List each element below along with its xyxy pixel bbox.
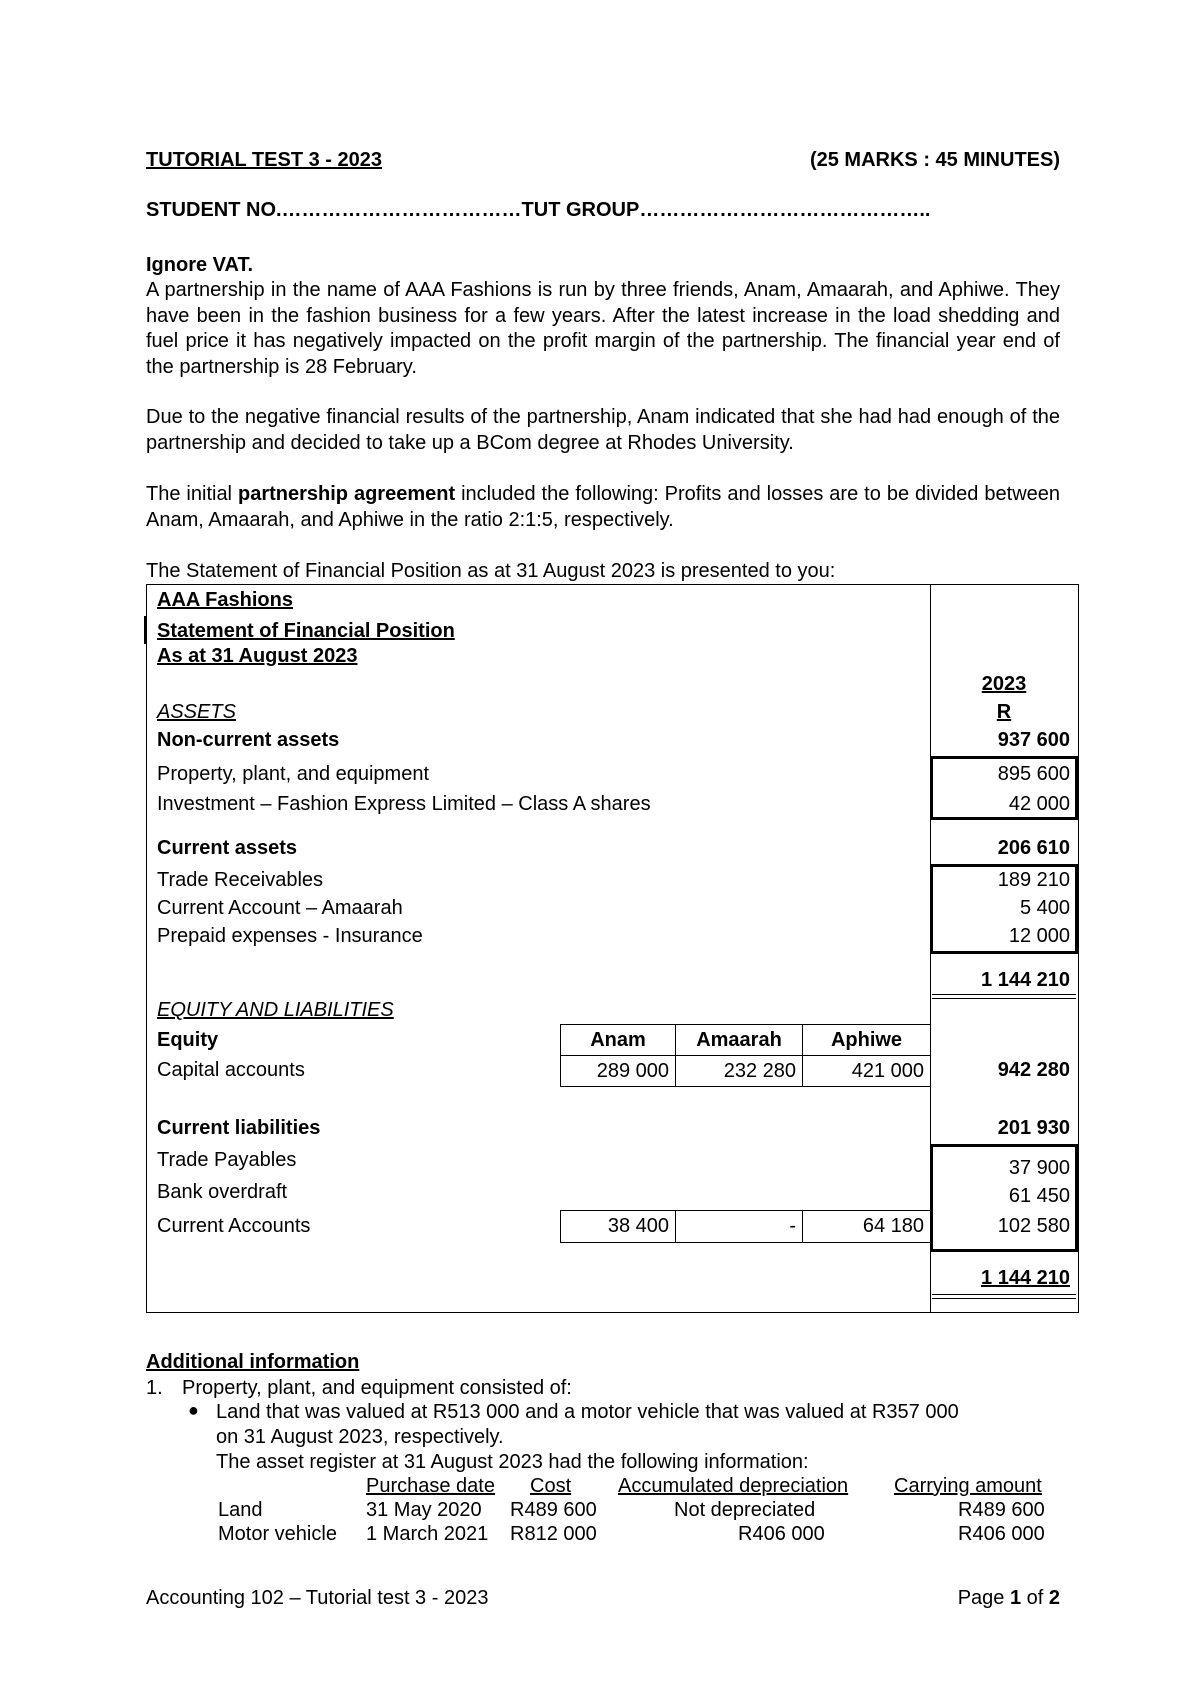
capital-aphiwe: 421 000 <box>802 1055 931 1087</box>
register-row-land-cost: R489 600 <box>510 1499 597 1521</box>
para3-end: included the following: Profits and losses are to be divided between Anam, Amaarah, and Aphiwe in the ratio 2:1:5, respectively. <box>146 483 1061 531</box>
capital-amaarah: 232 280 <box>675 1055 803 1087</box>
assets-heading: ASSETS <box>157 701 236 723</box>
cl-total: 201 930 <box>997 1117 1070 1139</box>
current-account-amaarah: - <box>675 1210 803 1243</box>
total-assets: 1 144 210 <box>981 969 1070 991</box>
item-1-number: 1. <box>146 1377 163 1399</box>
capital-anam: 289 000 <box>560 1055 676 1087</box>
footer-page-current: 1 <box>1009 1587 1022 1609</box>
current-accounts-total: 102 580 <box>997 1215 1070 1237</box>
bank-overdraft-label: Bank overdraft <box>157 1181 288 1203</box>
current-account-aphiwe: 64 180 <box>802 1210 931 1243</box>
bullet-line-1: Land that was valued at R513 000 and a motor vehicle that was valued at R357 000 <box>216 1401 959 1423</box>
partner-header-amaarah: Amaarah <box>675 1024 803 1056</box>
ppe-value: 895 600 <box>997 763 1070 785</box>
sfp-title: Statement of Financial Position <box>157 620 455 642</box>
additional-info-heading: Additional information <box>146 1351 360 1373</box>
currency-header: R <box>996 701 1012 723</box>
total-eq-double-underline <box>932 1294 1076 1299</box>
footer-page-total: 2 <box>1048 1587 1060 1609</box>
ppe-label: Property, plant, and equipment <box>157 763 430 785</box>
bullet-line-2: on 31 August 2023, respectively. <box>216 1426 504 1448</box>
trade-receivables-value: 189 210 <box>997 869 1070 891</box>
investment-label: Investment – Fashion Express Limited – Class A shares <box>157 793 651 815</box>
register-row-mv-date: 1 March 2021 <box>366 1523 489 1545</box>
ca-total: 206 610 <box>997 837 1070 859</box>
trade-payables-value: 37 900 <box>1008 1157 1070 1179</box>
current-account-anam: 38 400 <box>560 1210 676 1243</box>
footer-page-word: Page <box>957 1587 1010 1609</box>
register-header-cost: Cost <box>530 1475 572 1497</box>
trade-receivables-label: Trade Receivables <box>157 869 324 891</box>
current-account-amaarah-value: 5 400 <box>1019 897 1070 919</box>
ca-label: Current assets <box>157 837 298 859</box>
register-header-accum-dep: Accumulated depreciation <box>618 1475 849 1497</box>
prepaid-value: 12 000 <box>1008 925 1070 947</box>
intro-paragraph-3 <box>146 482 1060 533</box>
equity-label: Equity <box>157 1029 219 1051</box>
intro-paragraph-4: The Statement of Financial Position as at 31 August 2023 is presented to you: <box>146 560 836 582</box>
cl-label: Current liabilities <box>157 1117 321 1139</box>
total-assets-double-underline <box>932 994 1076 999</box>
register-row-mv-name: Motor vehicle <box>218 1523 337 1545</box>
footer-course: Accounting 102 – Tutorial test 3 - 2023 <box>146 1587 489 1609</box>
total-equity-liabilities: 1 144 210 <box>981 1267 1070 1289</box>
register-row-land-accum: Not depreciated <box>674 1499 816 1521</box>
capital-total: 942 280 <box>997 1059 1070 1081</box>
register-row-mv-carrying: R406 000 <box>958 1523 1045 1545</box>
register-row-land-date: 31 May 2020 <box>366 1499 482 1521</box>
register-intro: The asset register at 31 August 2023 had the following information: <box>216 1451 809 1473</box>
item-1-text: Property, plant, and equipment consisted of: <box>182 1377 572 1399</box>
partner-header-anam: Anam <box>560 1024 676 1056</box>
nca-label: Non-current assets <box>157 729 340 751</box>
trade-payables-label: Trade Payables <box>157 1149 297 1171</box>
prepaid-label: Prepaid expenses - Insurance <box>157 925 423 947</box>
bank-overdraft-value: 61 450 <box>1008 1185 1070 1207</box>
intro-paragraph-1: A partnership in the name of AAA Fashions is run by three friends, Anam, Amaarah, and Aphiwe. They have been in the fashion business for a few years. After the latest increase in the load shedding and fuel price it has negatively impacted on the profit margin of the partnership. The financial year end of the partnership is 28 February. <box>146 279 1060 378</box>
equity-liabilities-heading: EQUITY AND LIABILITIES <box>157 999 394 1021</box>
test-title: TUTORIAL TEST 3 - 2023 <box>146 149 382 171</box>
footer-page-number <box>958 1586 1060 1610</box>
partnership-agreement-term: partnership agreement <box>237 483 456 505</box>
register-row-mv-cost: R812 000 <box>510 1523 597 1545</box>
current-account-amaarah-label: Current Account – Amaarah <box>157 897 403 919</box>
nca-total: 937 600 <box>997 729 1070 751</box>
ignore-vat: Ignore VAT. <box>146 254 254 276</box>
company-name: AAA Fashions <box>157 589 293 611</box>
marks-info: (25 MARKS : 45 MINUTES) <box>809 149 1060 171</box>
sfp-date: As at 31 August 2023 <box>157 645 358 667</box>
document-page <box>146 0 1070 1696</box>
cursor-marker <box>144 616 147 644</box>
para3-start: The initial <box>146 483 238 505</box>
partner-header-aphiwe: Aphiwe <box>802 1024 931 1056</box>
intro-paragraph-2: Due to the negative financial results of the partnership, Anam indicated that she had had enough of the partnership and decided to take up a BCom degree at Rhodes University. <box>146 406 1060 454</box>
year-header: 2023 <box>981 673 1027 695</box>
bullet-icon: ● <box>188 1400 199 1420</box>
statement-of-financial-position <box>146 584 1078 1312</box>
register-row-land-name: Land <box>218 1499 263 1521</box>
current-accounts-label: Current Accounts <box>157 1215 311 1237</box>
register-row-land-carrying: R489 600 <box>958 1499 1045 1521</box>
capital-accounts-label: Capital accounts <box>157 1059 305 1081</box>
register-row-mv-accum: R406 000 <box>738 1523 825 1545</box>
footer-of-word: of <box>1021 1587 1049 1609</box>
register-header-carrying: Carrying amount <box>894 1475 1042 1497</box>
student-line: STUDENT NO.………………………………TUT GROUP…………………………………….. <box>146 199 931 221</box>
register-header-purchase-date: Purchase date <box>366 1475 495 1497</box>
investment-value: 42 000 <box>1008 793 1070 815</box>
